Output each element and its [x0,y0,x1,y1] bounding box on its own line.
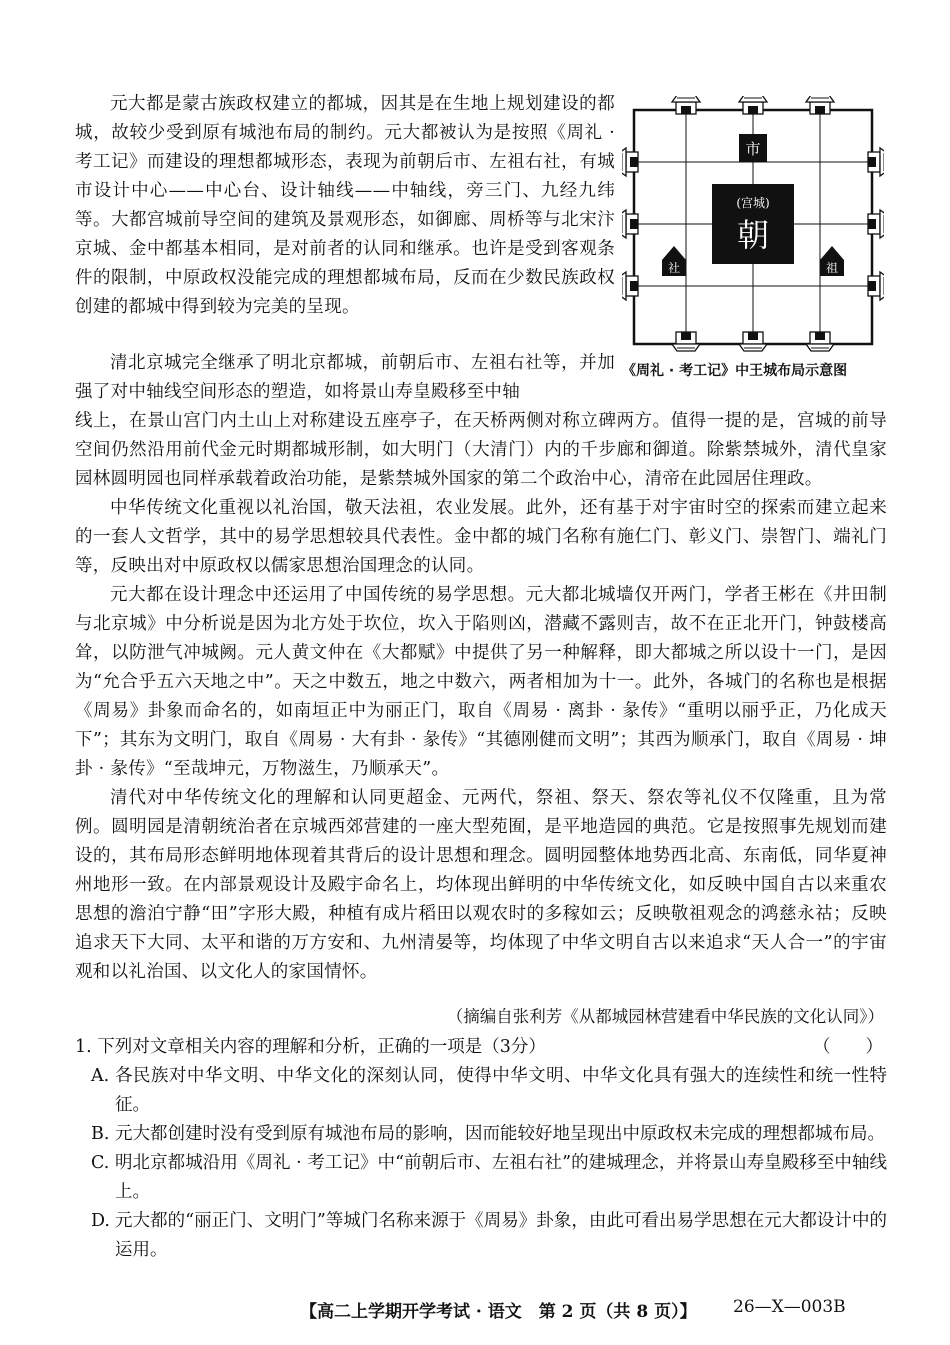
palace-note-label: (宫城) [736,196,770,210]
article-source: （摘编自张利芳《从都城园林营建看中华民族的文化认同》） [446,1007,884,1026]
court-label: 朝 [736,216,770,254]
option-key: B. [91,1124,110,1144]
article-paragraph-2-start [75,349,615,407]
city-layout-diagram [622,96,884,358]
option-a[interactable] [75,1062,887,1120]
paragraph-text: 清北京城完全继承了明北京都城，前朝后市、左祖右社等，并加强了对中轴线空间形态的塑造，如将景山寿皇殿移至中轴 [75,353,615,402]
article-paragraph-3: 中华传统文化重视以礼治国，敬天法祖，农业发展。此外，还有基于对宇宙时空的探索而建立起来的一套人文哲学，其中的易学思想较具代表性。金中都的城门名称有施仁门、彰义门、崇智门、端礼门等，反映出对中原政权以儒家思想治国理念的认同。 [75,498,887,576]
article-paragraph-2-continued: 线上，在景山宫门内土山上对称建设五座亭子，在天桥两侧对称立碑两方。值得一提的是，宫城的前导空间仍然沿用前代金元时期都城形制，如大明门（大清门）内的千步廊和御道。除紫禁城外，清代皇家园林圆明园也同样承载着政治功能，是紫禁城外国家的第二个政治中心，清帝在此园居住理政。 [75,411,887,489]
option-key: A. [91,1066,110,1086]
answer-blank[interactable]: （ ） [813,1037,883,1057]
question-stem-text: 1. 下列对文章相关内容的理解和分析，正确的一项是（3分） [75,1037,546,1057]
question-1 [75,1033,887,1265]
option-d[interactable] [75,1207,887,1265]
temple-label: 祖 [825,261,839,275]
option-key: D. [91,1211,110,1231]
option-c[interactable] [75,1149,887,1207]
option-key: C. [91,1153,110,1173]
article-paragraph-4: 元大都在设计理念中还运用了中国传统的易学思想。元大都北城墙仅开两门，学者王彬在《井田制与北京城》中分析说是因为北方处于坎位，坎入于陷则凶，潜藏不露则吉，故不在正北开门，钟鼓楼高耸，以防泄气冲城阙。元人黄文仲在《大都赋》中提供了另一种解释，即大都城之所以设十一门，是因为“允合乎五六天地之中”。天之中数五，地之中数六，两者相加为十一。此外，各城门的名称也是根据《周易》卦象而命名的，如南垣正中为丽正门，取自《周易 · 离卦 · 彖传》“重明以丽乎正，乃化成天下”；其东为文明门，取自《周易 · 大有卦 · 彖传》“其德刚健而文明”；其西为顺承门，取自《周易 · 坤卦 · 彖传》“至哉坤元，万物滋生，乃顺承天”。 [75,585,887,779]
option-b[interactable] [75,1120,887,1149]
article-paragraph-5: 清代对中华传统文化的理解和认同更超金、元两代，祭祖、祭天、祭农等礼仪不仅隆重，且为常例。圆明园是清朝统治者在京城西郊营建的一座大型苑囿，是平地造园的典范。它是按照事先规划而建设的，其布局形态鲜明地体现着其背后的设计思想和理念。圆明园整体地势西北高、东南低，同华夏神州地形一致。在内部景观设计及殿宇命名上，均体现出鲜明的中华传统文化，如反映中国自古以来重农思想的澹泊宁静“田”字形大殿，种植有成片稻田以观农时的多稼如云；反映敬祖观念的鸿慈永祜；反映追求天下大同、太平和谐的万方安和、九州清晏等，均体现了中华文明自古以来追求“天人合一”的宇宙观和以礼治国、以文化人的家国情怀。 [75,788,887,982]
article-paragraph-1 [75,90,615,322]
page-footer-title: 【高二上学期开学考试 · 语文 第 2 页（共 8 页）】 [300,1302,697,1322]
altar-label: 社 [667,261,681,275]
option-text: 元大都创建时没有受到原有城池布局的影响，因而能较好地呈现出中原政权未完成的理想都城布局。 [115,1124,885,1144]
market-label: 市 [745,140,761,158]
option-text: 元大都的“丽正门、文明门”等城门名称来源于《周易》卦象，由此可看出易学思想在元大都设计中的运用。 [115,1211,887,1260]
article-body [75,407,887,987]
question-stem [75,1033,887,1062]
option-text: 各民族对中华文明、中华文化的深刻认同，使得中华文明、中华文化具有强大的连续性和统一性特征。 [115,1066,887,1115]
page-footer-code: 26—X—003B [733,1297,846,1317]
option-text: 明北京都城沿用《周礼 · 考工记》中“前朝后市、左祖右社”的建城理念，并将景山寿皇殿移至中轴线上。 [115,1153,887,1202]
paragraph-text: 元大都是蒙古族政权建立的都城，因其是在生地上规划建设的都城，故较少受到原有城池布局的制约。元大都被认为是按照《周礼 · 考工记》而建设的理想都城形态，表现为前朝后市、左祖右社，有城市设计中心——中心台、设计轴线——中轴线，旁三门、九经九纬等。大都宫城前导空间的建筑及景观形态，如御廊、周桥等与北宋汴京城、金中都基本相同，是对前者的认同和继承。也许是受到客观条件的限制，中原政权没能完成的理想都城布局，反而在少数民族政权创建的都城中得到较为完美的呈现。 [75,94,615,317]
diagram-caption: 《周礼 · 考工记》中王城布局示意图 [622,363,848,379]
